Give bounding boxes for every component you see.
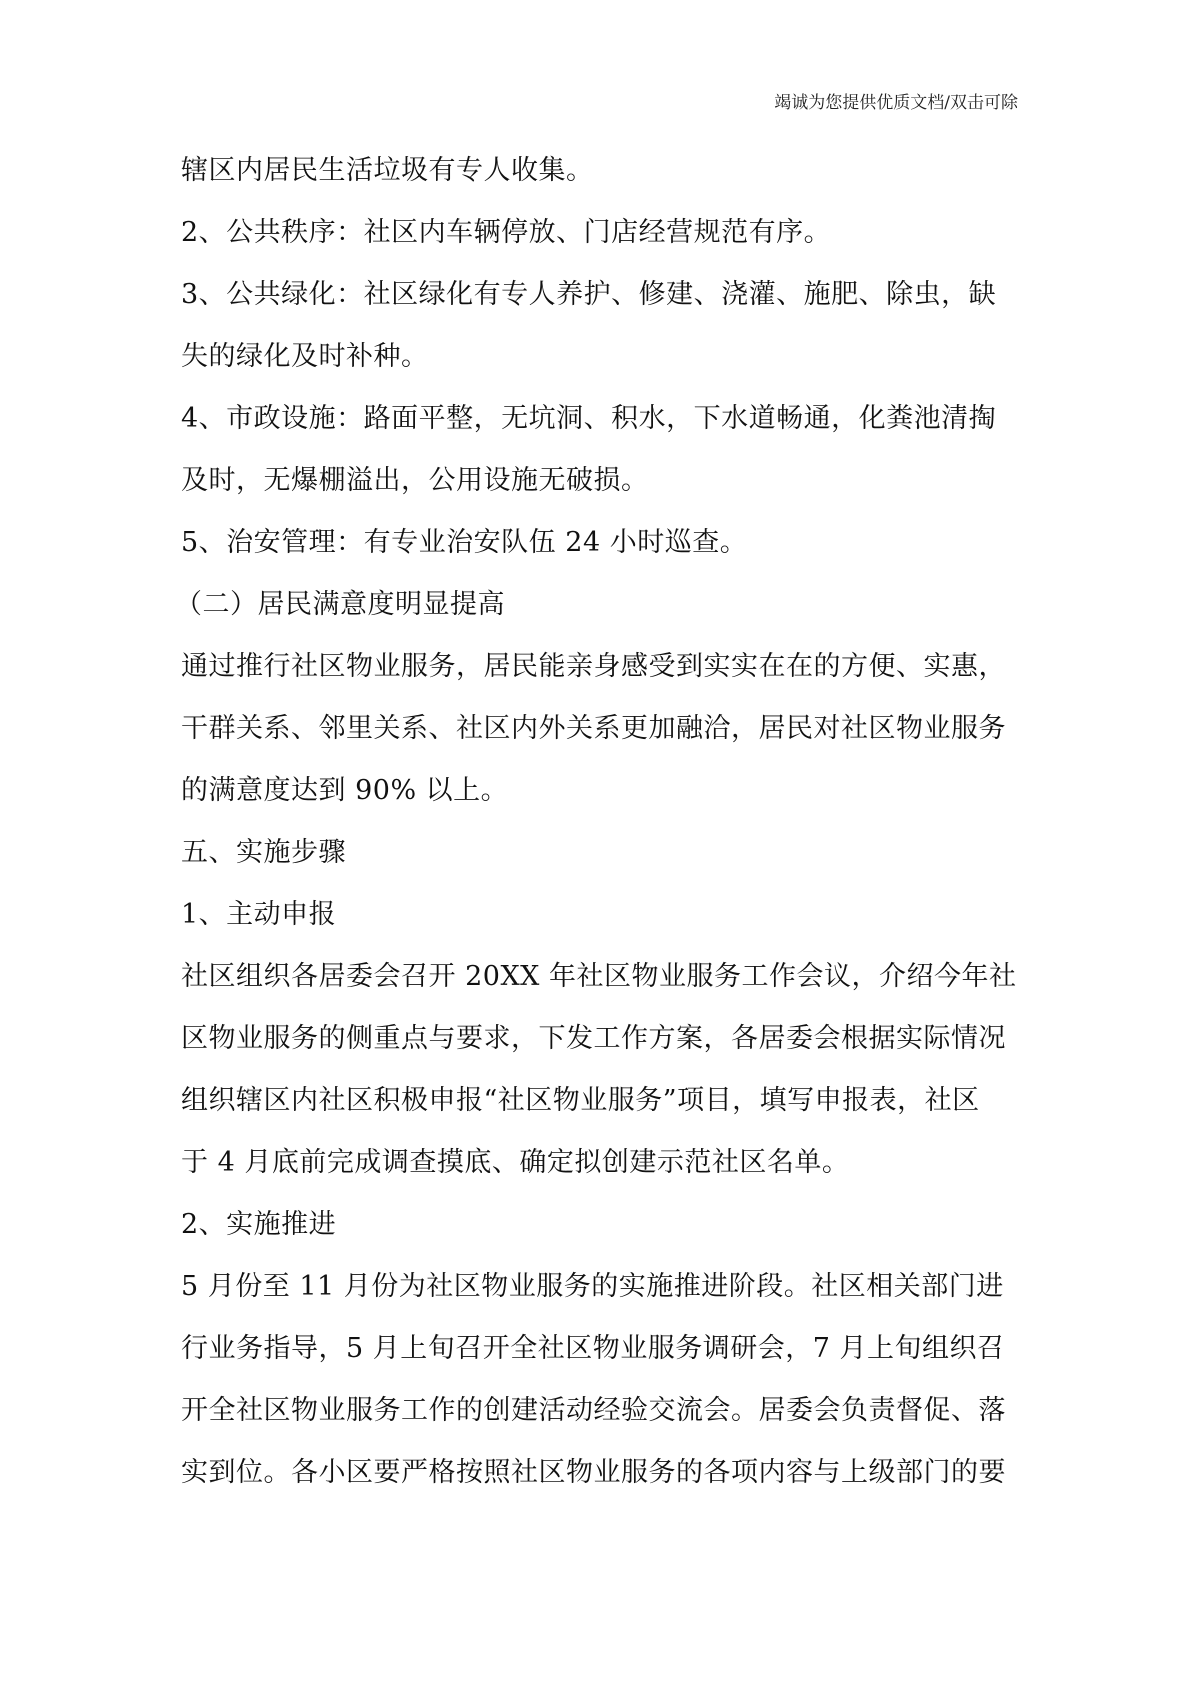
text-line: 干群关系、邻里关系、社区内外关系更加融洽，居民对社区物业服务 [181,713,1006,744]
text-line: 辖区内居民生活垃圾有专人收集。 [181,155,594,186]
text-line: 2、公共秩序：社区内车辆停放、门店经营规范有序。 [181,217,832,248]
text-line: 行业务指导，5 月上旬召开全社区物业服务调研会，7 月上旬组织召 [181,1333,1005,1364]
subsection-heading: 1、主动申报 [181,899,337,930]
subsection-heading: 2、实施推进 [181,1209,337,1240]
text-line: 开全社区物业服务工作的创建活动经验交流会。居委会负责督促、落 [181,1395,1006,1426]
header-note: 竭诚为您提供优质文档/双击可除 [774,93,1018,113]
text-line: 于 4 月底前完成调查摸底、确定拟创建示范社区名单。 [181,1147,850,1178]
text-line: 失的绿化及时补种。 [181,341,429,372]
text-line: 社区组织各居委会召开 20XX 年社区物业服务工作会议，介绍今年社 [181,961,1017,992]
text-line: 组织辖区内社区积极申报“社区物业服务”项目，填写申报表，社区 [181,1085,980,1116]
document-body [175,140,1021,1504]
text-line: 通过推行社区物业服务，居民能亲身感受到实实在在的方便、实惠， [181,651,1006,682]
text-line: 3、公共绿化：社区绿化有专人养护、修建、浇灌、施肥、除虫，缺 [181,279,997,310]
text-line: 的满意度达到 90% 以上。 [181,775,509,806]
text-line: 及时，无爆棚溢出，公用设施无破损。 [181,465,649,496]
text-line: 5、治安管理：有专业治安队伍 24 小时巡查。 [181,527,748,558]
section-heading: 五、实施步骤 [181,837,346,868]
text-line: 4、市政设施：路面平整，无坑洞、积水，下水道畅通，化粪池清掏 [181,403,997,434]
text-line: 区物业服务的侧重点与要求，下发工作方案，各居委会根据实际情况 [181,1023,1006,1054]
text-line: 5 月份至 11 月份为社区物业服务的实施推进阶段。社区相关部门进 [181,1271,1004,1302]
section-heading: （二）居民满意度明显提高 [175,589,505,620]
text-line: 实到位。各小区要严格按照社区物业服务的各项内容与上级部门的要 [181,1457,1006,1488]
